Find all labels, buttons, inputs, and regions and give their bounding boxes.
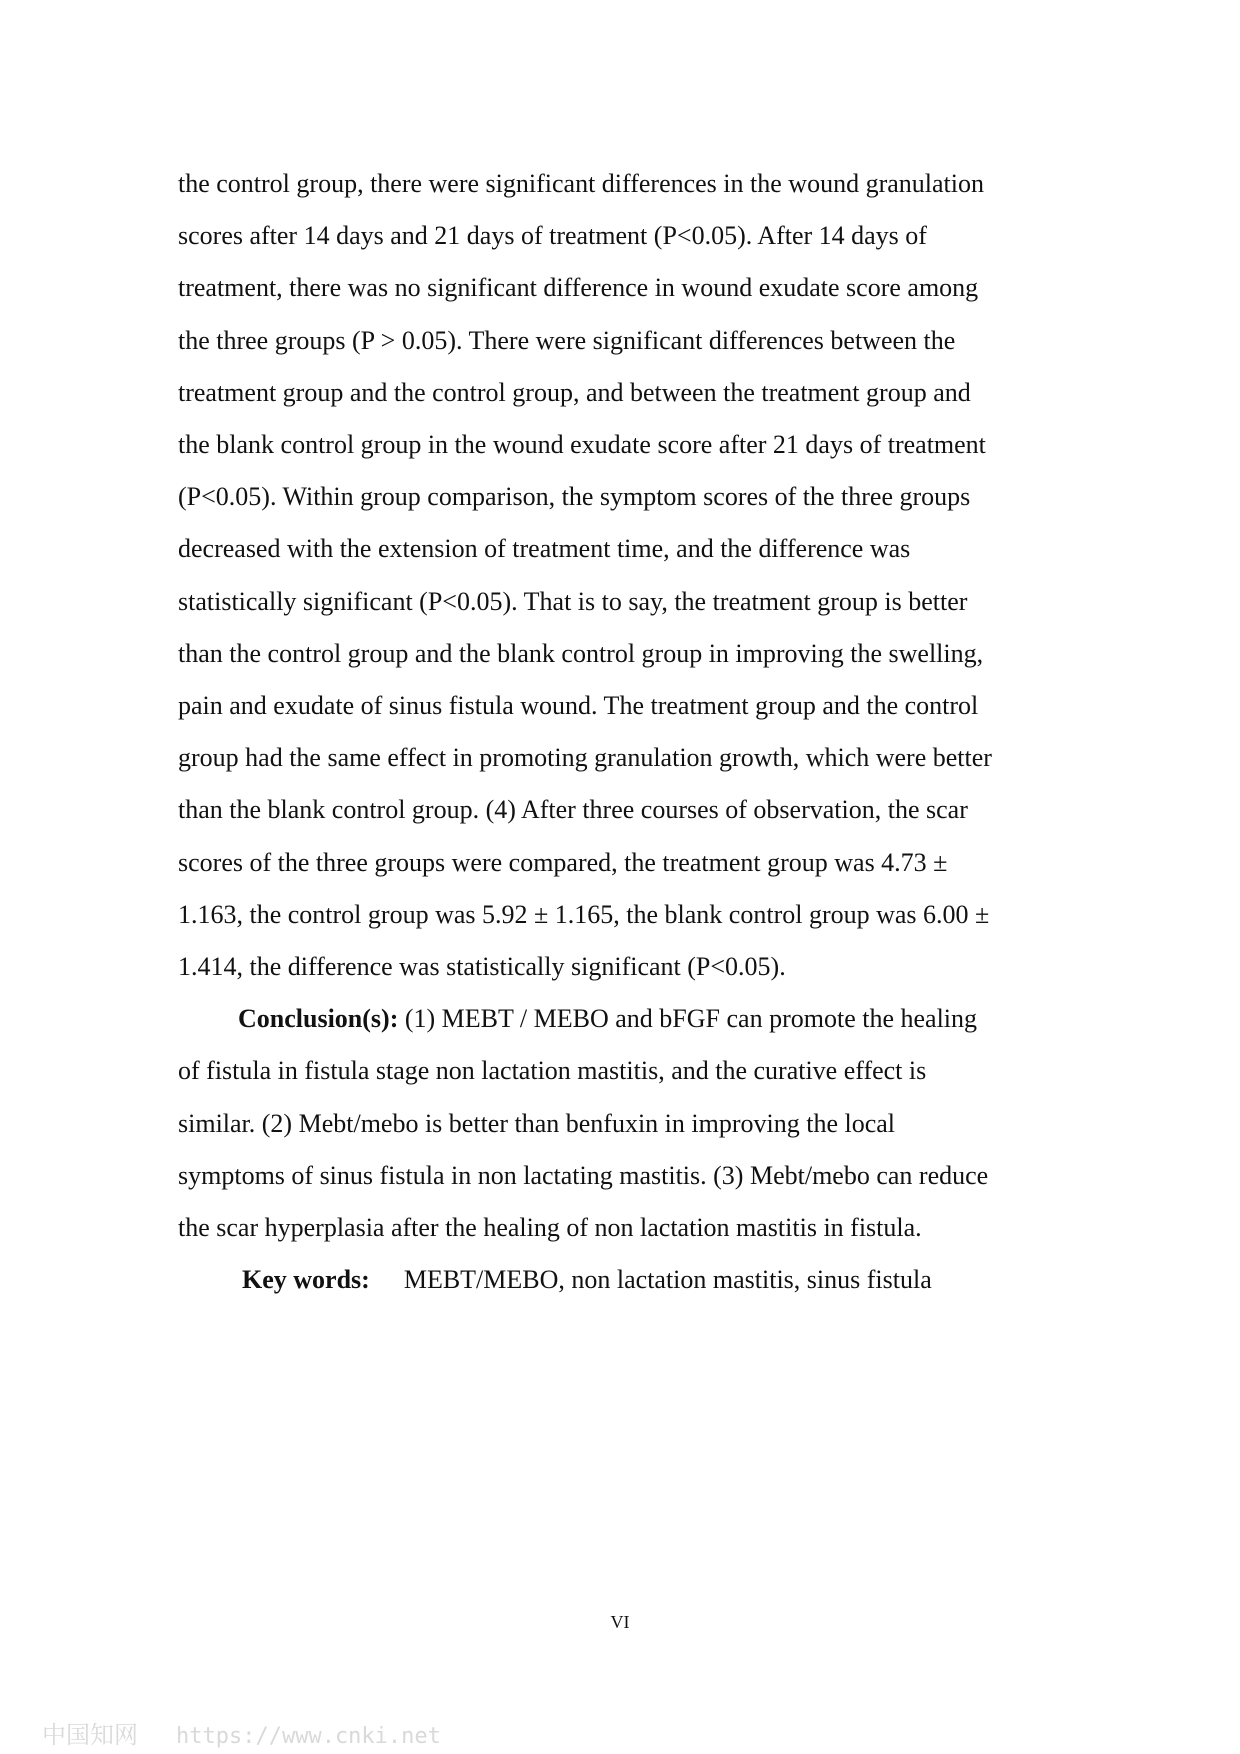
results-paragraph	[178, 158, 1094, 993]
text-line: than the blank control group. (4) After three courses of observation, the scar	[178, 795, 968, 825]
conclusion-first-line	[178, 993, 1094, 1045]
conclusion-text: (1) MEBT / MEBO and bFGF can promote the healing	[404, 1004, 978, 1034]
text-line: scores of the three groups were compared, the treatment group was 4.73 ±	[178, 847, 948, 877]
text-line: than the control group and the blank control group in improving the swelling,	[178, 638, 984, 668]
text-line: similar. (2) Mebt/mebo is better than benfuxin in improving the local	[178, 1108, 896, 1138]
text-line: treatment group and the control group, and between the treatment group and	[178, 377, 971, 407]
text-line: 1.414, the difference was statistically significant (P<0.05).	[178, 952, 786, 982]
watermark-logo: 中国知网	[42, 1721, 138, 1749]
text-line: treatment, there was no significant difference in wound exudate score among	[178, 273, 979, 303]
page-number: VI	[610, 1612, 630, 1632]
watermark-url: https://www.cnki.net	[176, 1724, 441, 1749]
text-line: the scar hyperplasia after the healing of non lactation mastitis in fistula.	[178, 1213, 922, 1243]
text-line: the control group, there were significant differences in the wound granulation	[178, 169, 984, 198]
text-line: decreased with the extension of treatment time, and the difference was	[178, 534, 911, 564]
conclusion-paragraph	[178, 993, 1094, 1254]
keywords-text: MEBT/MEBO, non lactation mastitis, sinus fistula	[403, 1265, 932, 1295]
text-line: 1.163, the control group was 5.92 ± 1.165, the blank control group was 6.00 ±	[178, 899, 990, 929]
text-line: pain and exudate of sinus fistula wound. The treatment group and the control	[178, 691, 979, 721]
text-line: (P<0.05). Within group comparison, the symptom scores of the three groups	[178, 482, 971, 512]
keywords-label: Key words:	[242, 1265, 370, 1295]
abstract-text	[178, 158, 1094, 1306]
text-line: symptoms of sinus fistula in non lactating mastitis. (3) Mebt/mebo can reduce	[178, 1160, 989, 1190]
text-line: of fistula in fistula stage non lactation mastitis, and the curative effect is	[178, 1056, 927, 1086]
conclusion-label: Conclusion(s):	[238, 1004, 399, 1034]
keywords-line	[178, 1254, 1094, 1306]
text-line: scores after 14 days and 21 days of treatment (P<0.05). After 14 days of	[178, 221, 927, 251]
text-line: the blank control group in the wound exudate score after 21 days of treatment	[178, 430, 986, 460]
text-line: group had the same effect in promoting granulation growth, which were better	[178, 743, 992, 773]
text-line: the three groups (P > 0.05). There were significant differences between the	[178, 325, 956, 355]
text-line: statistically significant (P<0.05). That is to say, the treatment group is better	[178, 586, 968, 616]
watermark	[42, 1715, 441, 1750]
